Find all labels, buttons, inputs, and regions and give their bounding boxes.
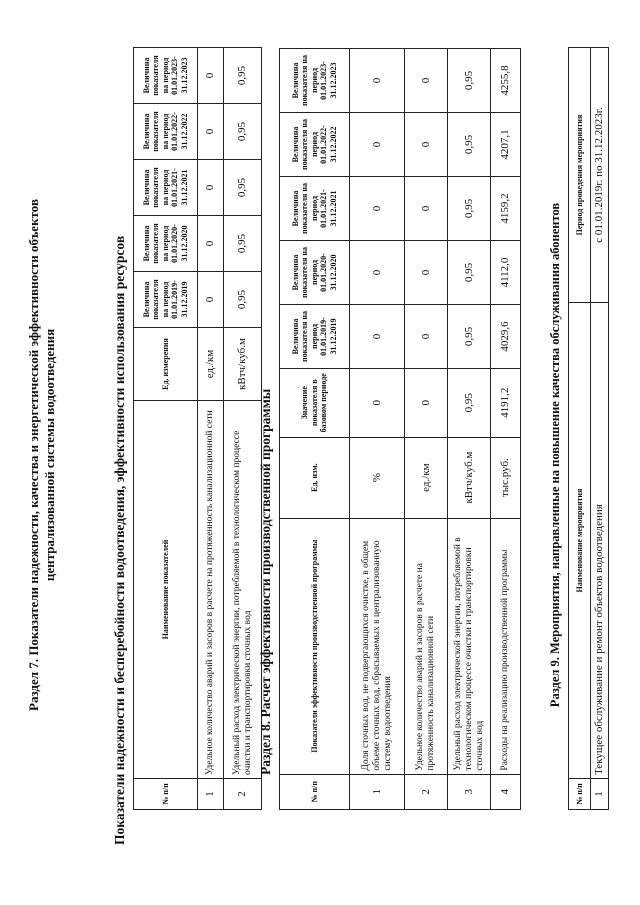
cell: 0: [405, 368, 448, 437]
table-row: [491, 49, 521, 810]
cell: 2: [224, 779, 262, 810]
cell: тыс.руб.: [491, 437, 521, 518]
table-row: [448, 49, 491, 810]
cell: 0,95: [448, 241, 491, 305]
cell: 0: [405, 241, 448, 305]
section8-title: Раздел 8. Расчет эффективности производственной программы: [258, 388, 273, 775]
col-header: Величина показателя на период 01.01.2019-31.12.2019: [280, 304, 350, 368]
cell: 0,95: [448, 368, 491, 437]
cell: 0: [405, 113, 448, 177]
cell: 1: [198, 779, 224, 810]
cell: 0: [350, 241, 405, 305]
cell: 0,95: [224, 272, 262, 328]
table-row: [224, 48, 262, 810]
cell: Удельный расход электрической энергии, потребляемой в технологическом процессе очистки и транспортировки сточных вод: [448, 518, 491, 774]
cell: ед./км: [405, 437, 448, 518]
col-header: Период проведения мероприятия: [569, 48, 591, 303]
table-header-row: [569, 48, 591, 810]
col-header: Величина показателя на период 01.01.2022-31.12.2022: [134, 104, 198, 160]
cell: 0: [198, 104, 224, 160]
col-header: Ед. изм.: [280, 437, 350, 518]
table-row: [405, 49, 448, 810]
section7-title: [26, 65, 58, 845]
col-header: Наименование мероприятия: [569, 303, 591, 779]
cell: 0: [198, 48, 224, 104]
cell: 0: [350, 177, 405, 241]
cell: 0,95: [448, 177, 491, 241]
cell: %: [350, 437, 405, 518]
section7-title-line2: централизованной системы водоотведения: [42, 328, 57, 582]
cell: ед./км: [198, 328, 224, 401]
cell: 3: [448, 774, 491, 809]
cell: 0,95: [224, 216, 262, 272]
cell: 0,95: [224, 104, 262, 160]
cell: 0,95: [224, 160, 262, 216]
col-header: № п/п: [280, 774, 350, 809]
col-header: Величина показателя на период 01.01.2020-31.12.2020: [134, 216, 198, 272]
col-header: Величина показателя на период 01.01.2019-31.12.2019: [134, 272, 198, 328]
table-header-row: [134, 48, 198, 810]
cell: 4029,6: [491, 304, 521, 368]
col-header: Величина показателя на период 01.01.2023-31.12.2023: [134, 48, 198, 104]
cell: 1: [350, 774, 405, 809]
cell: 0: [405, 177, 448, 241]
cell: 0: [350, 304, 405, 368]
col-header: Значение показателя в базовом периоде: [280, 368, 350, 437]
cell: Расходы на реализацию производственной программы: [491, 518, 521, 774]
col-header: Ед. измерения: [134, 328, 198, 401]
cell: Удельное количество аварий и засоров в расчете на протяженность канализационной сети: [198, 401, 224, 779]
section9-table: [568, 47, 609, 810]
section7-subtitle: Показатели надежности и бесперебойности водоотведения, эффективности использования ресурсов: [112, 235, 127, 845]
cell: 0: [350, 49, 405, 113]
section7-title-line1: Раздел 7. Показатели надежности, качества и энергетической эффективности объектов: [26, 199, 41, 711]
cell: Удельное количество аварий и засоров в расчете на протяженность канализационной сети: [405, 518, 448, 774]
cell: 0: [405, 304, 448, 368]
col-header: № п/п: [134, 779, 198, 810]
col-header: Наименование показателей: [134, 401, 198, 779]
cell: 4255,8: [491, 49, 521, 113]
table-row: [591, 48, 609, 810]
cell: Доля сточных вод, не подвергающихся очистке, в общем объеме сточных вод, сбрасываемых в централизованную систему водоотведения: [350, 518, 405, 774]
cell: 0: [405, 49, 448, 113]
cell: 4112,0: [491, 241, 521, 305]
table-row: [198, 48, 224, 810]
col-header: Величина показателя на период 01.01.2023-31.12.2023: [280, 49, 350, 113]
cell: 0,95: [448, 49, 491, 113]
section7-table: [133, 47, 262, 810]
col-header: Показатели эффективности производственной программы: [280, 518, 350, 774]
cell: 4207,1: [491, 113, 521, 177]
cell: 0,95: [448, 113, 491, 177]
cell: с 01.01.2019г. по 31.12.2023г.: [591, 48, 609, 303]
table-row: [350, 49, 405, 810]
col-header: № п/п: [569, 779, 591, 810]
col-header: Величина показателя на период 01.01.2022-31.12.2022: [280, 113, 350, 177]
cell: Удельный расход электрической энергии, потребляемой в технологическом процессе очистки и транспортировки сточных вод: [224, 401, 262, 779]
col-header: Величина показателя на период 01.01.2021-31.12.2021: [134, 160, 198, 216]
cell: 4191,2: [491, 368, 521, 437]
section8-table: [279, 48, 521, 810]
cell: 0: [198, 216, 224, 272]
cell: кВтч/куб.м: [448, 437, 491, 518]
col-header: Величина показателя на период 01.01.2020-31.12.2020: [280, 241, 350, 305]
cell: 4159,2: [491, 177, 521, 241]
cell: кВтч/куб.м: [224, 328, 262, 401]
section9-title: Раздел 9. Мероприятия, направленные на повышение качества обслуживания абонентов: [548, 202, 562, 708]
cell: 0,95: [448, 304, 491, 368]
cell: 0,95: [224, 48, 262, 104]
table-header-row: [280, 49, 350, 810]
cell: 0: [198, 160, 224, 216]
cell: 0: [350, 113, 405, 177]
cell: Текущее обслуживание и ремонт объектов водоотведения: [591, 303, 609, 779]
cell: 2: [405, 774, 448, 809]
cell: 4: [491, 774, 521, 809]
cell: 0: [350, 368, 405, 437]
col-header: Величина показателя на период 01.01.2021-31.12.2021: [280, 177, 350, 241]
cell: 1: [591, 779, 609, 810]
cell: 0: [198, 272, 224, 328]
